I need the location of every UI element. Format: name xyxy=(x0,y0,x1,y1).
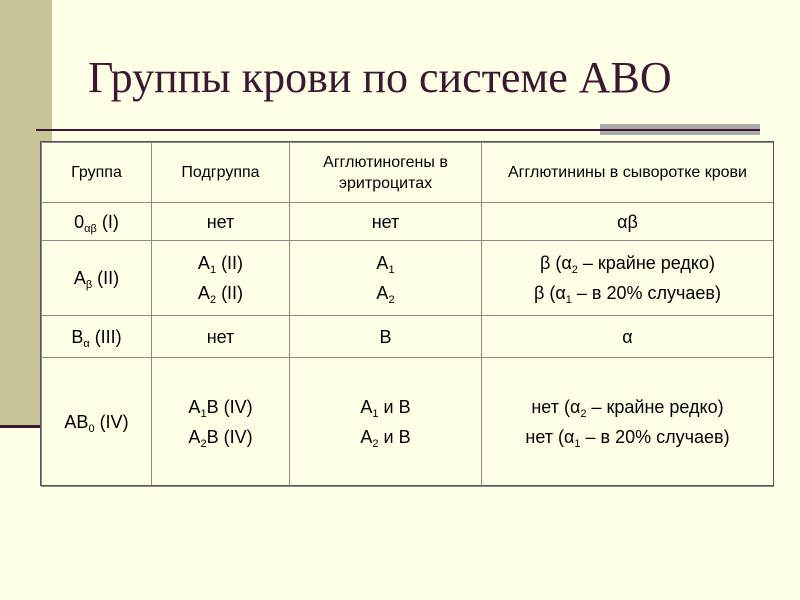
agglutinogen-cell xyxy=(290,358,482,487)
agglutinogen-line: $А_2$ xyxy=(376,283,395,306)
sidebar-decor-line xyxy=(0,425,44,428)
subgroup-line: $А_2В$ (IV) xyxy=(188,427,253,450)
table-row xyxy=(42,203,774,241)
header-agglutinogens: Агглютиногены в эритроцитах xyxy=(290,143,482,203)
table-header-row xyxy=(42,143,774,203)
agglutinin-cell xyxy=(482,241,774,316)
table-row xyxy=(42,241,774,316)
subgroup-cell: нет xyxy=(152,316,290,358)
blood-group-table xyxy=(41,142,774,487)
agglutinogen-cell: нет xyxy=(290,203,482,241)
subgroup-cell: нет xyxy=(152,203,290,241)
agglutinin-cell: αβ xyxy=(482,203,774,241)
agglutinin-cell: α xyxy=(482,316,774,358)
table-row xyxy=(42,358,774,487)
subgroup-cell xyxy=(152,358,290,487)
header-subgroup: Подгруппа xyxy=(152,143,290,203)
group-cell: $В_\alpha$ (III) xyxy=(42,316,152,358)
agglutinogen-cell xyxy=(290,241,482,316)
subgroup-line: $А_1В$ (IV) xyxy=(188,397,253,420)
header-group: Группа xyxy=(42,143,152,203)
group-cell: $АВ_0$ (IV) xyxy=(42,358,152,487)
agglutinogen-line: $А_1$ xyxy=(376,253,395,276)
agglutinin-line: нет ($\alpha_2$ – крайне редко) xyxy=(531,397,724,420)
agglutinin-line: β ($\alpha_2$ – крайне редко) xyxy=(539,253,716,276)
subgroup-cell xyxy=(152,241,290,316)
group-cell: $А_\beta$ (II) xyxy=(42,241,152,316)
agglutinin-line: нет ($\alpha_1$ – в 20% случаев) xyxy=(525,427,730,450)
title-divider-accent xyxy=(600,129,760,131)
agglutinogen-line: $А_1$ и В xyxy=(360,397,411,420)
agglutinin-line: β ($\alpha_1$ – в 20% случаев) xyxy=(534,283,721,306)
subgroup-line: $А_2$ (II) xyxy=(197,283,244,306)
slide-title: Группы крови по системе АВО xyxy=(88,53,672,102)
header-agglutinins: Агглютинины в сыворотке крови xyxy=(482,143,774,203)
subgroup-line: $А_1$ (II) xyxy=(197,253,244,276)
agglutinin-cell xyxy=(482,358,774,487)
group-cell: $0_{\alpha\beta}$ (I) xyxy=(42,203,152,241)
agglutinogen-cell: В xyxy=(290,316,482,358)
agglutinogen-line: $А_2$ и В xyxy=(360,427,411,450)
table-row xyxy=(42,316,774,358)
